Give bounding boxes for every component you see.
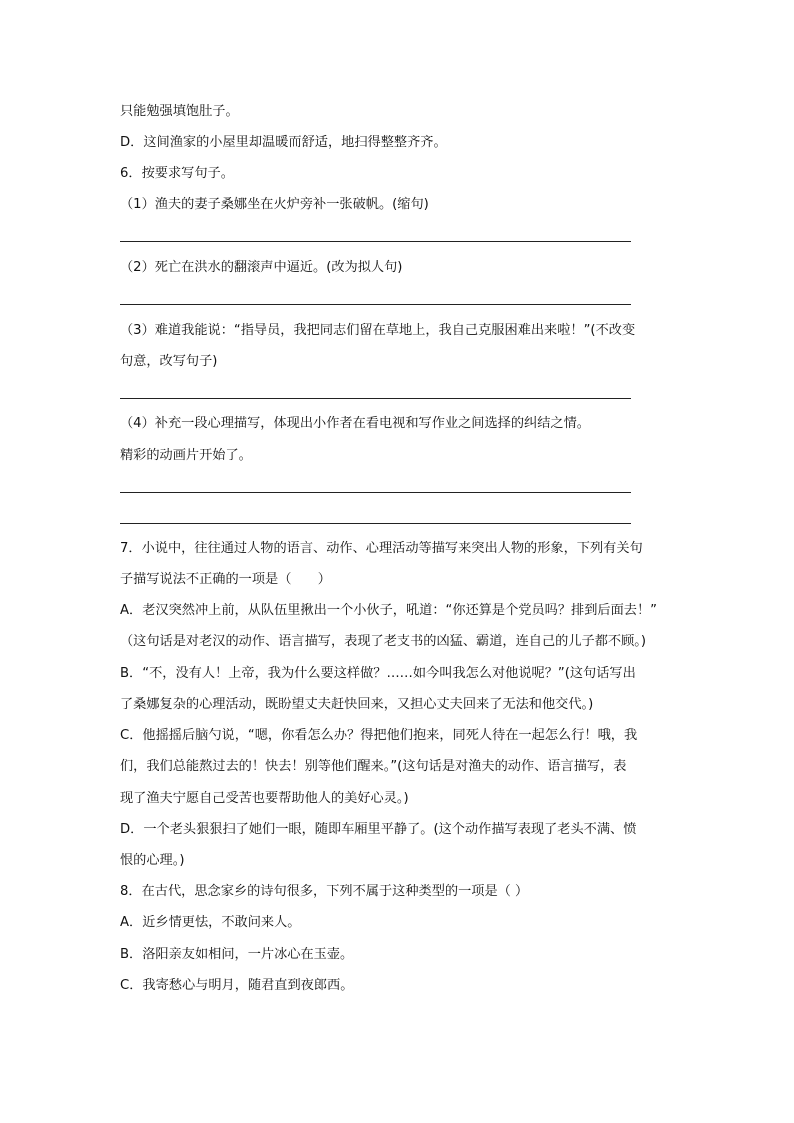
question-6-4: （4）补充一段心理描写，体现出小作者在看电视和写作业之间选择的纠结之情。 [120, 416, 590, 431]
option-c: C．我寄愁心与明月，随君直到夜郎西。 [120, 978, 354, 993]
question-7-title-cont: 子描写说法不正确的一项是（ ） [120, 572, 331, 587]
option-d-cont: 恨的心理。) [120, 853, 185, 868]
answer-line[interactable] [120, 523, 631, 524]
option-c: C．他摇摇后脑勺说，“嗯，你看怎么办？得把他们抱来，同死人待在一起怎么行！哦，我 [120, 728, 638, 743]
option-b: B．洛阳亲友如相问，一片冰心在玉壶。 [120, 947, 354, 962]
answer-line[interactable] [120, 492, 631, 493]
option-b: B．“不，没有人！上帝，我为什么要这样做？……如今叫我怎么对他说呢？”(这句话写出 [120, 666, 636, 681]
question-6-3-cont: 句意，改写句子) [120, 354, 218, 369]
question-6-3: （3）难道我能说：“指导员，我把同志们留在草地上，我自己克服困难出来啦！”(不改变 [120, 323, 636, 338]
option-c-cont: 们，我们总能熬过去的！快去！别等他们醒来。”(这句话是对渔夫的动作、语言描写，表 [120, 759, 627, 774]
option-a-cont: （这句话是对老汉的动作、语言描写，表现了老支书的凶猛、霸道，连自己的儿子都不顾。) [120, 634, 647, 649]
question-8-title: 8．在古代，思念家乡的诗句很多，下列不属于这种类型的一项是（ ） [120, 884, 529, 899]
question-6-1: （1）渔夫的妻子桑娜坐在火炉旁补一张破帆。(缩句) [120, 197, 429, 212]
option-d: D．一个老头狠狠扫了她们一眼，随即车厢里平静了。(这个动作描写表现了老头不满、愤 [120, 822, 637, 837]
option-b-cont: 了桑娜复杂的心理活动，既盼望丈夫赶快回来，又担心丈夫回来了无法和他交代。) [120, 697, 594, 712]
question-6-2: （2）死亡在洪水的翻滚声中逼近。(改为拟人句) [120, 260, 403, 275]
option-a: A．近乡情更怯，不敢问来人。 [120, 915, 301, 930]
question-6-4-prompt: 精彩的动画片开始了。 [120, 448, 252, 463]
question-6-title: 6．按要求写句子。 [120, 166, 234, 181]
option-d-line: D．这间渔家的小屋里却温暖而舒适，地扫得整整齐齐。 [120, 135, 447, 150]
answer-line[interactable] [120, 241, 631, 242]
question-7-title: 7．小说中，往往通过人物的语言、动作、心理活动等描写来突出人物的形象，下列有关句 [120, 541, 643, 556]
answer-line[interactable] [120, 304, 631, 305]
option-a: A．老汉突然冲上前，从队伍里揪出一个小伙子，吼道：“你还算是个党员吗？排到后面去！” [120, 603, 657, 618]
option-c-cont: 现了渔夫宁愿自己受苦也要帮助他人的美好心灵。) [120, 791, 409, 806]
text-line: 只能勉强填饱肚子。 [120, 104, 239, 119]
answer-line[interactable] [120, 398, 631, 399]
